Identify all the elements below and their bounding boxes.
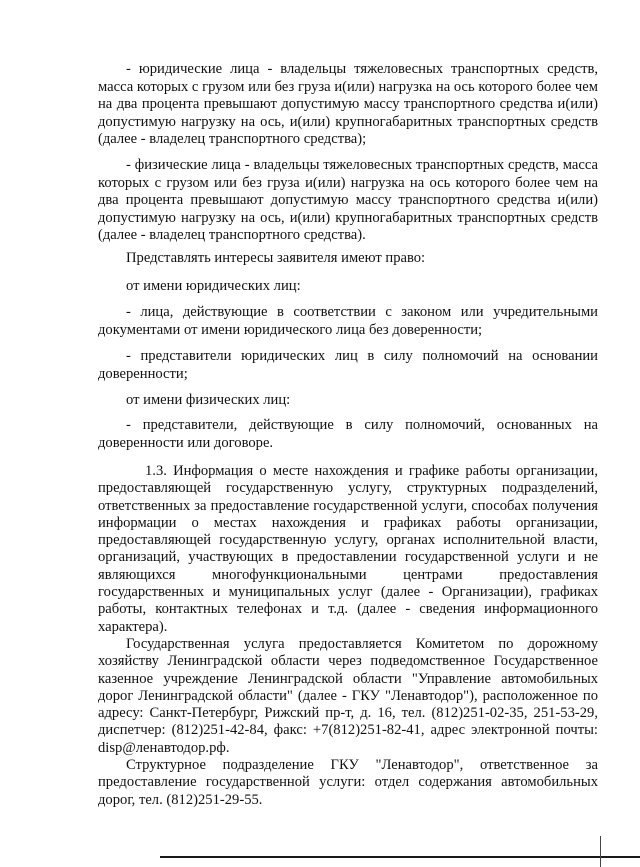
paragraph-representation-right: Представлять интересы заявителя имеют право: xyxy=(126,250,426,266)
paragraph-on-behalf-legal: от имени юридических лиц: xyxy=(126,278,301,294)
section-1-3-information: 1.3. Информация о месте нахождения и графике работы организации, предоставляющей государственную услугу, структурных подразделений, ответственных за предоставление государственной услуги, способах получения информации о местах нахождения и графиках работы организации, предоставляющей государственную услугу, органах исполнительной власти, организаций, участвующих в предоставлении государственной услуги и не являющихся многофункциональными центрами предоставления государственных и муниципальных услуг (далее - Организации), графиках работы, контактных телефонах и т.д. (далее - сведения информационного характера). xyxy=(98,463,598,635)
scan-edge-vertical xyxy=(600,836,601,867)
paragraph-persons-without-poa: - лица, действующие в соответствии с законом или учредительными документами от имени юридического лица без доверенности; xyxy=(98,304,598,338)
paragraph-service-provider: Государственная услуга предоставляется Комитетом по дорожному хозяйству Ленинградской области через подведомственное Государственное казенное учреждение Ленинградской области "Управление автомобильных дорог Ленинградской области" (далее - ГКУ "Ленавтодор"), расположенное по адресу: Санкт-Петербург, Рижский пр-т, д. 16, тел. (812)251-02-35, 251-53-29, диспетчер: (812)251-42-84, факс: +7(812)251-82-41, адрес электронной почты: disp@ленавтодор.рф. xyxy=(98,636,598,756)
paragraph-legal-entities: - юридические лица - владельцы тяжеловесных транспортных средств, масса которых с грузом или без груза и(или) нагрузка на ось которого более чем на два процента превышают допустимую массу транспортного средства и(или) допустимую нагрузку на ось, и(или) крупногабаритных транспортных средств (далее - владелец транспортного средства); xyxy=(98,61,598,148)
paragraph-individuals: - физические лица - владельцы тяжеловесных транспортных средств, масса которых с грузом или без груза и(или) нагрузка на ось которого более чем на два процента превышают допустимую массу транспортного средства и(или) допустимую нагрузку на ось, и(или) крупногабаритных транспортных средств (далее - владелец транспортного средства). xyxy=(98,157,598,244)
paragraph-structural-unit: Структурное подразделение ГКУ "Ленавтодор", ответственное за предоставление государственной услуги: отдел содержания автомобильных дорог, тел. (812)251-29-55. xyxy=(98,757,598,808)
paragraph-individual-representatives: - представители, действующие в силу полномочий, основанных на доверенности или договоре. xyxy=(98,417,598,451)
scan-edge-line xyxy=(160,856,640,858)
paragraph-on-behalf-individuals: от имени физических лиц: xyxy=(126,392,291,408)
paragraph-legal-representatives: - представители юридических лиц в силу полномочий на основании доверенности; xyxy=(98,348,598,382)
